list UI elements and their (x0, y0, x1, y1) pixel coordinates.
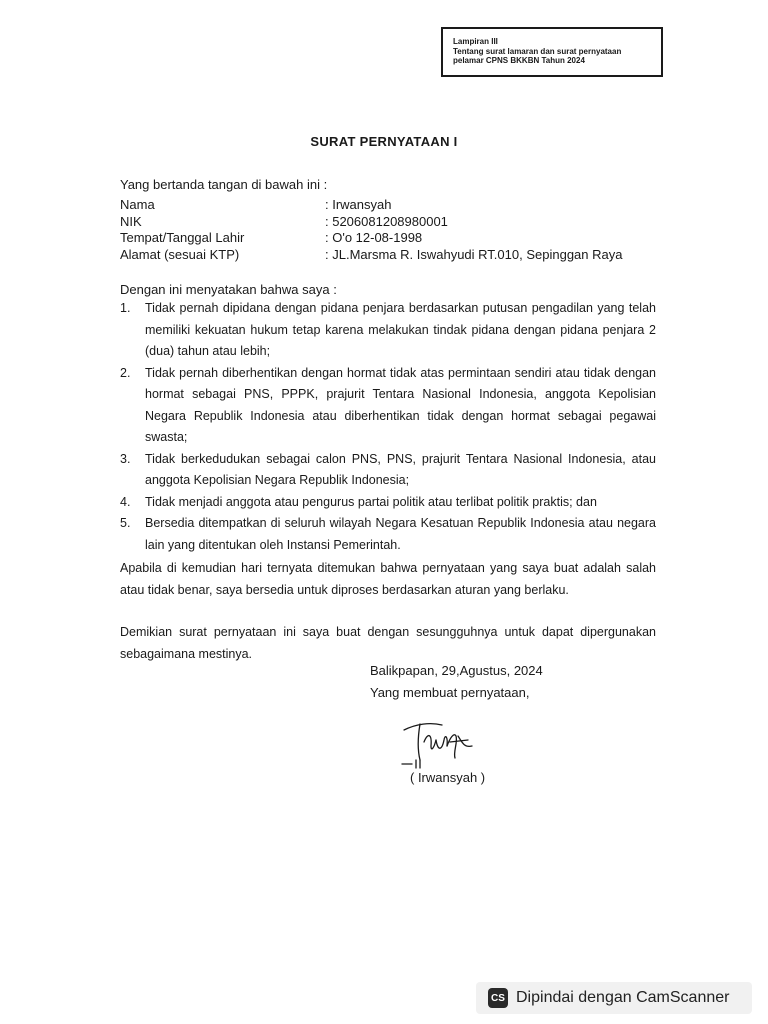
attachment-line-3: pelamar CPNS BKKBN Tahun 2024 (453, 56, 585, 65)
identity-label: Tempat/Tanggal Lahir (120, 230, 245, 245)
camscanner-logo-icon: CS (488, 988, 508, 1008)
identity-table (120, 197, 622, 263)
place-date: Balikpapan, 29,Agustus, 2024 (370, 663, 543, 678)
list-item (120, 449, 656, 492)
maker-label: Yang membuat pernyataan, (370, 685, 530, 700)
list-item-text: Tidak menjadi anggota atau pengurus partai politik atau terlibat politik praktis; dan (145, 494, 597, 509)
list-item (120, 492, 656, 514)
attachment-line-1: Lampiran III (453, 37, 498, 46)
signer-name: ( Irwansyah ) (410, 770, 486, 785)
signature-image (398, 712, 480, 772)
identity-value: : JL.Marsma R. Iswahyudi RT.010, Sepinggan Raya (325, 246, 623, 262)
list-item (120, 363, 656, 449)
list-item-number: 5. (120, 516, 131, 530)
list-item-number: 1. (120, 301, 131, 315)
intro-text: Yang bertanda tangan di bawah ini : (120, 177, 328, 192)
identity-value: : 5206081208980001 (325, 213, 448, 229)
list-item (120, 298, 656, 363)
list-item-number: 2. (120, 365, 131, 380)
camscanner-watermark (476, 982, 752, 1014)
identity-row-birth (120, 230, 622, 247)
list-item-number: 3. (120, 451, 131, 466)
consequence-paragraph: Apabila di kemudian hari ternyata ditemukan bahwa pernyataan yang saya buat adalah salah atau tidak benar, saya bersedia untuk diproses berdasarkan aturan yang berlaku. (120, 561, 656, 597)
identity-value: : Irwansyah (325, 197, 392, 212)
identity-row-nik (120, 214, 622, 231)
list-item-text: Tidak pernah dipidana dengan pidana penjara berdasarkan putusan pengadilan yang telah memiliki kekuatan hukum tetap karena melakukan tindak pidana dengan pidana penjara 2 (dua) tahun atau lebih; (145, 301, 656, 358)
closing-paragraph: Demikian surat pernyataan ini saya buat dengan sesungguhnya untuk dapat dipergunakan sebagaimana mestinya. (120, 625, 656, 661)
list-item-text: Bersedia ditempatkan di seluruh wilayah Negara Kesatuan Republik Indonesia atau negara lain yang ditentukan oleh Instansi Pemerintah. (145, 516, 656, 552)
identity-value: : O'o 12-08-1998 (325, 230, 423, 245)
document-title: SURAT PERNYATAAN I (310, 134, 458, 149)
attachment-label-box (441, 27, 663, 77)
list-item-number: 4. (120, 494, 131, 509)
identity-label: Alamat (sesuai KTP) (120, 246, 240, 262)
identity-label: Nama (120, 197, 155, 212)
attachment-line-2: Tentang surat lamaran dan surat pernyataan (453, 46, 622, 56)
camscanner-text: Dipindai dengan CamScanner (516, 989, 730, 1006)
identity-row-name (120, 197, 622, 214)
list-item-text: Tidak berkedudukan sebagai calon PNS, PNS, prajurit Tentara Nasional Indonesia, atau anggota Kepolisian Negara Republik Indonesia; (145, 451, 656, 487)
declaration-intro: Dengan ini menyatakan bahwa saya : (120, 282, 337, 297)
declaration-list (120, 298, 656, 556)
list-item (120, 513, 656, 556)
identity-row-address (120, 247, 622, 264)
identity-label: NIK (120, 213, 142, 229)
list-item-text: Tidak pernah diberhentikan dengan hormat tidak atas permintaan sendiri atau tidak dengan hormat sebagai PNS, PPPK, prajurit Tentara Nasional Indonesia, anggota Kepolisian Negara Republik Indonesia atau diberhentikan tidak dengan hormat sebagai pegawai swasta; (145, 365, 656, 444)
